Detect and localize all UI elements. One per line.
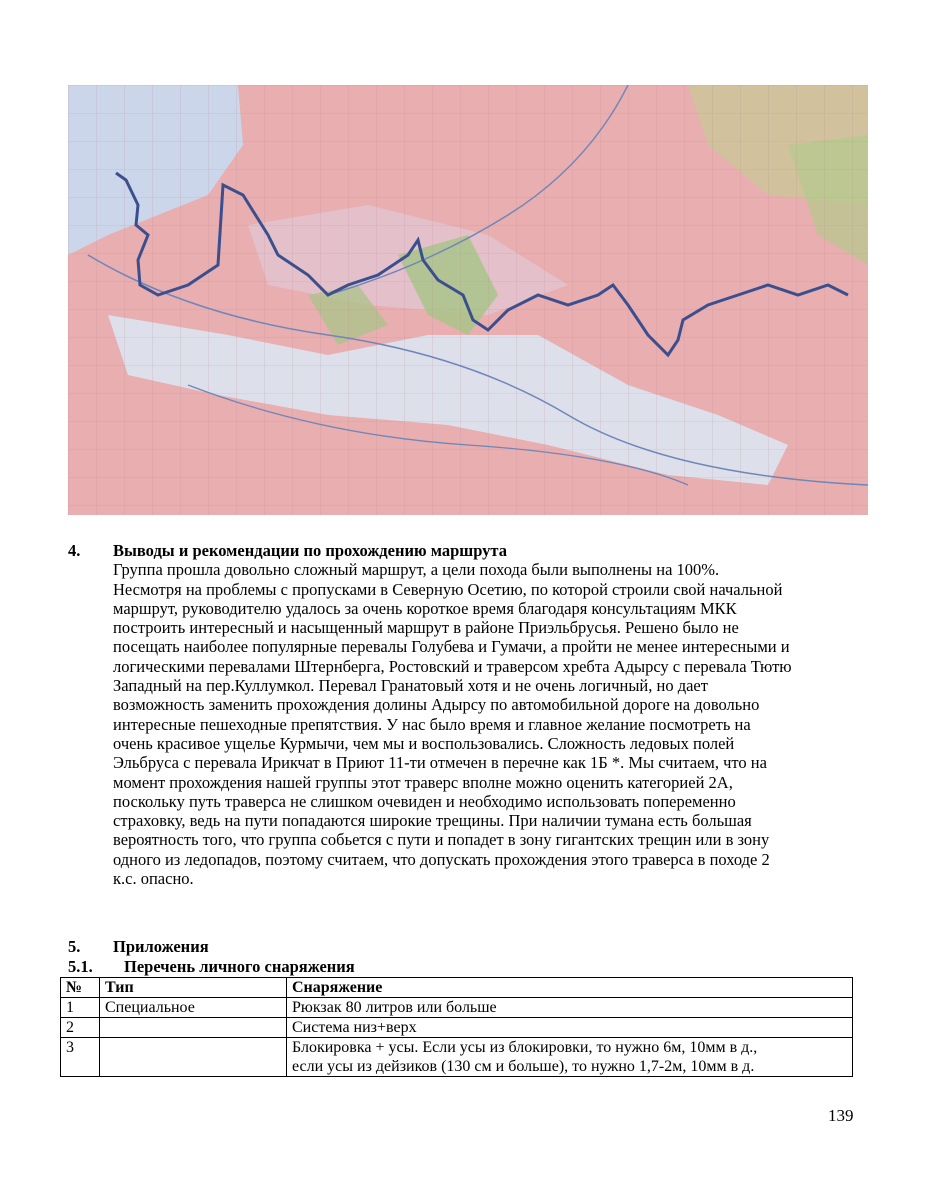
column-header-equipment: Снаряжение <box>287 978 853 998</box>
row-type: Специальное <box>100 998 287 1018</box>
section-5-title: Приложения <box>113 937 209 956</box>
section-5-1-title: Перечень личного снаряжения <box>124 957 355 976</box>
section-5-1-heading <box>68 957 355 977</box>
section-4-number: 4. <box>68 541 81 560</box>
section-4-body: Группа прошла довольно сложный маршрут, а цели похода были выполнены на 100%. Несмотря на проблемы с пропусками в Северную Осетию, по которой строили свой начальной маршрут, руководителю удалось за очень короткое время благодаря консультациям МКК построить интересный и насыщенный маршрут в районе Приэльбрусья. Решено было не посещать наиболее популярные перевалы Голубева и Гумачи, а пройти не менее интересными и логическими перевалами Штернберга, Ростовский и траверсом хребта Адырсу с перевала Тютю Западный на пер.Куллумкол. Перевал Гранатовый хотя и не очень логичный, но дает возможность заменить прохождения долины Адырсу по автомобильной дороге на довольно интересные пешеходные препятствия. У нас было время и главное желание посмотреть на очень красивое ущелье Курмычи, чем мы и воспользовались. Сложность ледовых полей Эльбруса с перевала Ирикчат в Приют 11-ти отмечен в перечне как 1Б *. Мы считаем, что на момент прохождения нашей группы этот траверс вполне можно оценить категорией 2А, поскольку путь траверса не слишком очевиден и необходимо использовать попеременно страховку, ведь на пути попадаются широкие трещины. При наличии тумана есть большая вероятность того, что группа собьется с пути и попадет в зону гигантских трещин или в зону одного из ледопадов, поэтому считаем, что допускать прохождения этого траверса в походе 2 к.с. опасно. <box>113 560 792 889</box>
table-row <box>61 1018 853 1038</box>
row-equipment: Блокировка + усы. Если усы из блокировки, то нужно 6м, 10мм в д., если усы из дейзиков (130 см и больше), то нужно 1,7-2м, 10мм в д. <box>287 1038 853 1077</box>
section-5 <box>68 937 868 956</box>
column-header-type: Тип <box>100 978 287 998</box>
row-type <box>100 1038 287 1077</box>
table-header-row <box>61 978 853 998</box>
page-number: 139 <box>828 1106 854 1125</box>
row-equipment: Рюкзак 80 литров или больше <box>287 998 853 1018</box>
table-row <box>61 1038 853 1077</box>
row-number: 1 <box>61 998 100 1018</box>
section-4-heading <box>68 541 868 560</box>
column-header-number: № <box>61 978 100 998</box>
row-number: 3 <box>61 1038 100 1077</box>
equipment-table <box>60 977 853 1077</box>
section-5-number: 5. <box>68 937 81 956</box>
section-4-title: Выводы и рекомендации по прохождению маршрута <box>113 541 507 560</box>
route-map <box>68 85 868 515</box>
route-map-image <box>68 85 868 515</box>
row-number: 2 <box>61 1018 100 1038</box>
table-row <box>61 998 853 1018</box>
row-equipment: Система низ+верх <box>287 1018 853 1038</box>
section-4 <box>68 541 868 888</box>
section-5-heading <box>68 937 868 956</box>
section-5-1-number: 5.1. <box>68 957 93 976</box>
row-type <box>100 1018 287 1038</box>
